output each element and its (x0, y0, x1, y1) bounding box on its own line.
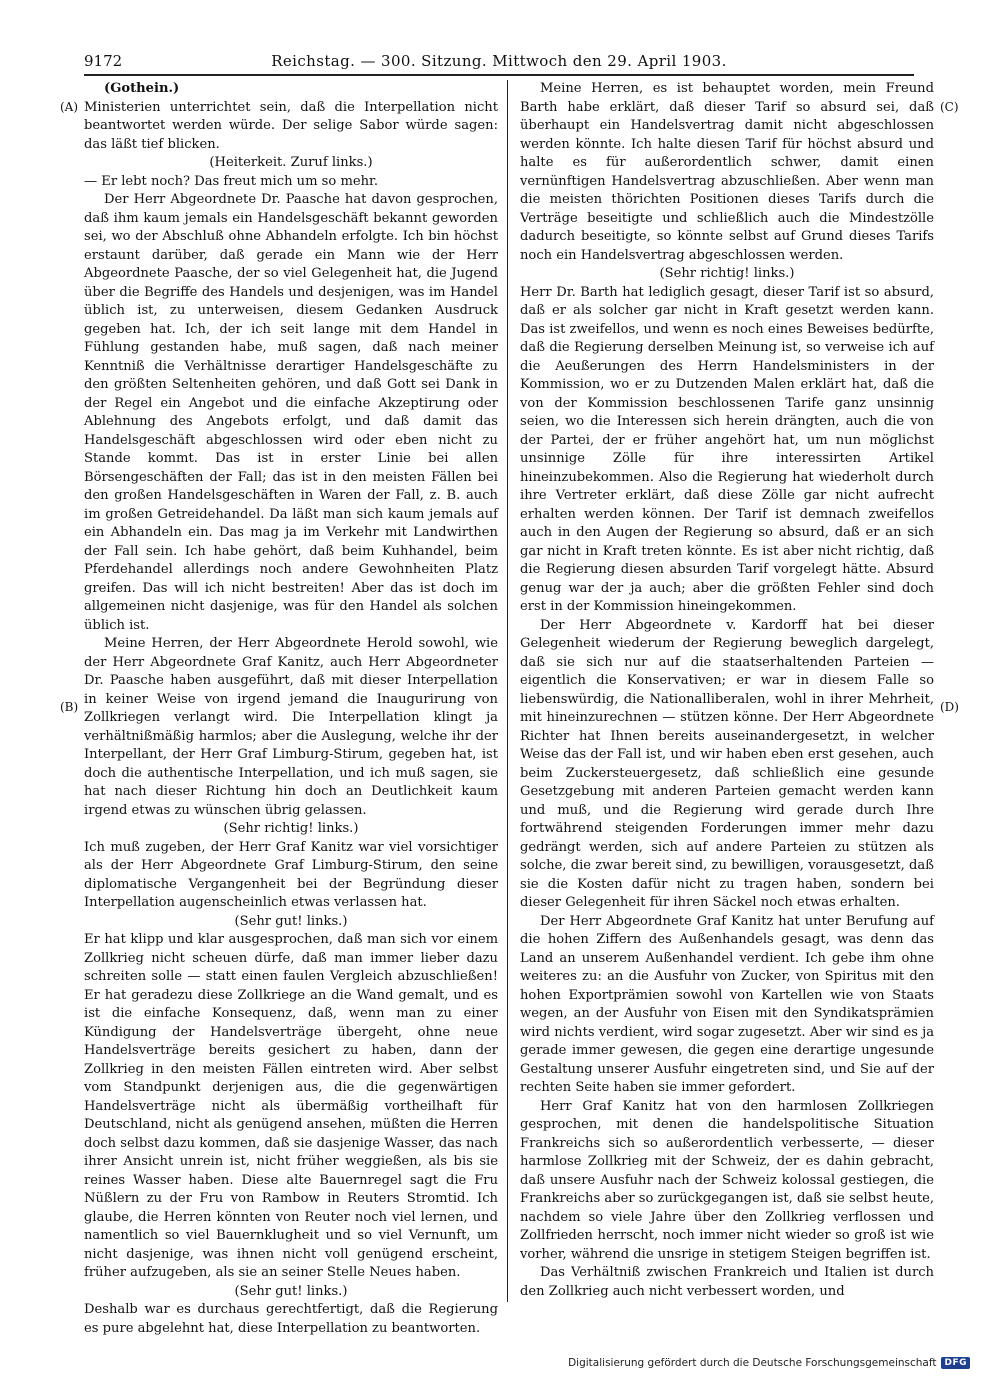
left-column (84, 80, 498, 1336)
paragraph: Meine Herren, der Herr Abgeordnete Herold sowohl, wie der Herr Abgeordnete Graf Kanitz, auch Herr Abgeordneter Dr. Paasche haben ausgeführt, daß mit dieser Interpellation in keiner Weise von irgend jemand die Inaugurirung von Zollkriegen verlangt wird. Die Interpellation klingt ja verhältnißmäßig harmlos; aber die Auslegung, welche ihr der Interpellant, der Herr Graf Limburg-Stirum, gegeben hat, ist doch die authentische Interpellation, und ich muß sagen, sie hat nach dieser Richtung hin doch an Deutlichkeit kaum irgend etwas zu wünschen übrig gelassen. (84, 636, 498, 818)
paragraph: Der Herr Abgeordnete Graf Kanitz hat unter Berufung auf die hohen Ziffern des Außenhandels gesagt, was denn das Land an unserem Außenhandel verdient. Ich gebe ihm ohne weiteres zu: an die Ausfuhr von Zucker, von Spiritus mit den hohen Exportprämien sowohl von Kartellen wie von Staats wegen, an der Ausfuhr von Eisen mit den Syndikatsprämien wird nichts verdient, wird sogar zugesetzt. Aber wir sind es ja gerade immer gewesen, die gegen eine derartige ungesunde Gestaltung unserer Ausfuhr eingetreten sind, und Sie auf der rechten Seite haben sie immer gefordert. (520, 913, 934, 1095)
interjection: (Sehr gut! links.) (234, 913, 348, 929)
interjection: (Sehr richtig! links.) (659, 266, 795, 281)
page-number: 9172 (84, 52, 123, 70)
paragraph: Er hat klipp und klar ausgesprochen, daß man sich vor einem Zollkrieg nicht scheuen dürfe, daß man immer lieber dazu schreiten solle — statt einen faulen Vergleich abzuschließen! Er hat geradezu diese Zollkriege an die Wand gemalt, und es ist die einfache Konsequenz, daß, wenn man zu einer Kündigung der Handelsverträge übergeht, ohne neue Handelsverträge bereits gesichert zu haben, dann der Zollkrieg in den meisten Fällen eintreten wird. Aber selbst vom Standpunkt derjenigen aus, die die gegenwärtigen Handelsverträge nicht als übermäßig vortheilhaft für Deutschland, nicht als genügend ansehen, müßten die Herren doch selbst dazu kommen, daß sie dasjenige Wasser, das nach ihrer Ansicht unrein ist, nicht früher weggießen, als bis sie reines Wasser haben. Diese alte Bauernregel sagt die Fru Nüßlern zu der Fru von Rambow in Reuters Stromtid. Ich glaube, die Herren könnten von Reuter noch viel lernen, und namentlich so viel Bauernklugheit und so viel Vernunft, um nicht dasjenige, was ihnen nicht voll genügend erscheint, früher aufzugeben, als sie an seiner Stelle Neues haben. (84, 932, 498, 1280)
right-column (520, 80, 934, 1310)
footer-text: Digitalisierung gefördert durch die Deutsche Forschungsgemeinschaft (568, 1357, 937, 1369)
header-rule (84, 74, 914, 76)
dfg-logo-icon: DFG (941, 1357, 970, 1369)
interjection: (Sehr richtig! links.) (223, 821, 359, 836)
paragraph: Der Herr Abgeordnete Dr. Paasche hat davon gesprochen, daß ihm kaum jemals ein Handelsgeschäft bekannt geworden sei, wo der Abschluß ohne Abhandeln erfolgte. Ich bin höchst erstaunt darüber, daß gerade ein Mann wie der Herr Abgeordnete Paasche, der so viel Gelegenheit hat, die Jugend über die Begriffe des Handels und desjenigen, was im Handel üblich ist, zu unterweisen, diesem Gedanken Ausdruck gegeben hat. Ich, der ich seit lange mit dem Handel in Fühlung gestanden habe, muß sagen, daß nach meiner Kenntniß die Verhältnisse derartiger Handelsgeschäfte zu den größten Seltenheiten gehören, und daß Gott sei Dank in der Regel ein Angebot und die einfache Akzeptirung oder Ablehnung des Angebots erfolgt, und daß damit das Handelsgeschäft abgeschlossen wird oder eben nicht zu Stande kommt. Das ist in erster Linie bei allen Börsengeschäften der Fall; das ist in den meisten Fällen bei den großen Handelsgeschäften in Waren der Fall, z. B. auch im großen Getreidehandel. Da läßt man sich kaum jemals auf ein Abhandeln ein. Das mag ja im Verkehr mit Landwirthen der Fall sein. Ich habe gehört, daß beim Kuhhandel, beim Pferdehandel allerdings noch andere Gewohnheiten Platz greifen. Das will ich nicht bestreiten! Aber das ist doch im allgemeinen nicht dasjenige, was für den Handel als solchen üblich ist. (84, 192, 498, 633)
footer-credit (568, 1357, 970, 1369)
paragraph: Deshalb war es durchaus gerechtfertigt, daß die Regierung es pure abgelehnt hat, diese Interpellation zu beantworten. (84, 1302, 498, 1336)
paragraph: — Er lebt noch? Das freut mich um so mehr. (84, 173, 379, 189)
margin-marker-b: (B) (60, 700, 79, 714)
margin-marker-a: (A) (60, 100, 79, 114)
paragraph: Herr Dr. Barth hat lediglich gesagt, dieser Tarif ist so absurd, daß er als solcher gar nicht in Kraft gesetzt werden kann. Das ist zweifellos, und wenn es noch eines Beweises bedürfte, daß die Regierung derselben Meinung ist, so verweise ich auf die Aeußerungen des Herrn Handelsministers in der Kommission, wo er zu Dutzenden Malen erklärt hat, daß die von der Kommission beschlossenen Tarife ganz unsinnig seien, wo die Interessen sich herein drängten, auch die von der Partei, der er früher angehört hat, um nun möglichst unsinnige Zölle für ihre interessirten Artikel hineinzubekommen. Also die Regierung hat wiederholt durch ihre Vertreter erklärt, daß diese Zölle gar nicht aufrecht erhalten werden können. Der Tarif ist demnach zweifellos auch in den Augen der Regierung so absurd, daß er an sich gar nicht in Kraft treten könnte. Es ist aber nicht richtig, daß die Regierung diesen absurden Tarif vorgelegt hätte. Absurd genug war der ja auch; aber die größten Fehler sind doch erst in der Kommission hineingekommen. (520, 284, 934, 614)
margin-marker-c: (C) (940, 100, 959, 114)
paragraph: Ich muß zugeben, der Herr Graf Kanitz war viel vorsichtiger als der Herr Abgeordnete Graf Limburg-Stirum, den seine diplomatische Vergangenheit bei der Begründung dieser Interpellation augenscheinlich etwas verlassen hat. (84, 839, 498, 910)
running-title: Reichstag. — 300. Sitzung. Mittwoch den 29. April 1903. (271, 52, 727, 70)
paragraph: Herr Graf Kanitz hat von den harmlosen Zollkriegen gesprochen, mit denen die handelspolitische Situation Frankreichs sich so außerordentlich verbesserte, — dieser harmlose Zollkrieg mit der Schweiz, der es dahin gebracht, daß unsere Ausfuhr nach der Schweiz kolossal gestiegen, die Frankreichs aber so zurückgegangen ist, daß sie selbst heute, nachdem so viele Jahre über den Zollkrieg verflossen und Zollfrieden herrscht, noch immer nicht wieder so groß ist wie vorher, während die unsrige in stetigem Steigen begriffen ist. (520, 1098, 934, 1262)
paragraph: Der Herr Abgeordnete v. Kardorff hat bei dieser Gelegenheit wiederum der Regierung beweglich dargelegt, daß sie sich nur auf die staatserhaltenden Parteien — eigentlich die Konservativen; er war in diesem Falle so liebenswürdig, die Nationalliberalen, wohl in ihrer Mehrheit, mit hineinzurechnen — stützen könne. Der Herr Abgeordnete Richter hat Ihnen bereits auseinandergesetzt, in welcher Weise das der Fall ist, und wir haben eben erst gesehen, auch beim Zuckersteuergesetz, daß schließlich eine gesunde Gesetzgebung mit anderen Parteien gemacht werden kann und muß, und die Regierung wird gerade durch Ihre fortwährend steigenden Forderungen immer mehr dazu gedrängt werden, sich auf andere Parteien zu stützen als solche, die zwar bereit sind, zu bewilligen, vorausgesetzt, daß sie die Kosten dafür nicht zu tragen haben, sondern bei dieser Gelegenheit für ihren Säckel noch etwas erhalten. (520, 617, 934, 910)
page-header (84, 52, 914, 74)
interjection: (Heiterkeit. Zuruf links.) (209, 155, 373, 170)
interjection: (Sehr gut! links.) (234, 1283, 348, 1299)
paragraph: Das Verhältniß zwischen Frankreich und Italien ist durch den Zollkrieg auch nicht verbessert worden, und (520, 1265, 934, 1299)
margin-marker-d: (D) (940, 700, 959, 714)
paragraph: Meine Herren, es ist behauptet worden, mein Freund Barth habe erklärt, daß dieser Tarif so absurd sei, daß überhaupt ein Handelsvertrag damit nicht abgeschlossen werden könnte. Ich halte diesen Tarif für höchst absurd und halte es für außerordentlich schwer, damit einen vernünftigen Handelsvertrag abzuschließen. Aber wenn man die meisten thörichten Positionen dieses Tarifs durch die Verträge beseitigte und schließlich auch die Mindestzölle dadurch beseitigte, so könnte selbst auf Grund dieses Tarifs noch ein Handelsvertrag abgeschlossen werden. (520, 81, 934, 263)
paragraph: Ministerien unterrichtet sein, daß die Interpellation nicht beantwortet werden würde. Der selige Sabor würde sagen: das läßt tief blicken. (84, 99, 498, 152)
speaker-label: (Gothein.) (104, 81, 180, 96)
column-divider (507, 80, 508, 1302)
